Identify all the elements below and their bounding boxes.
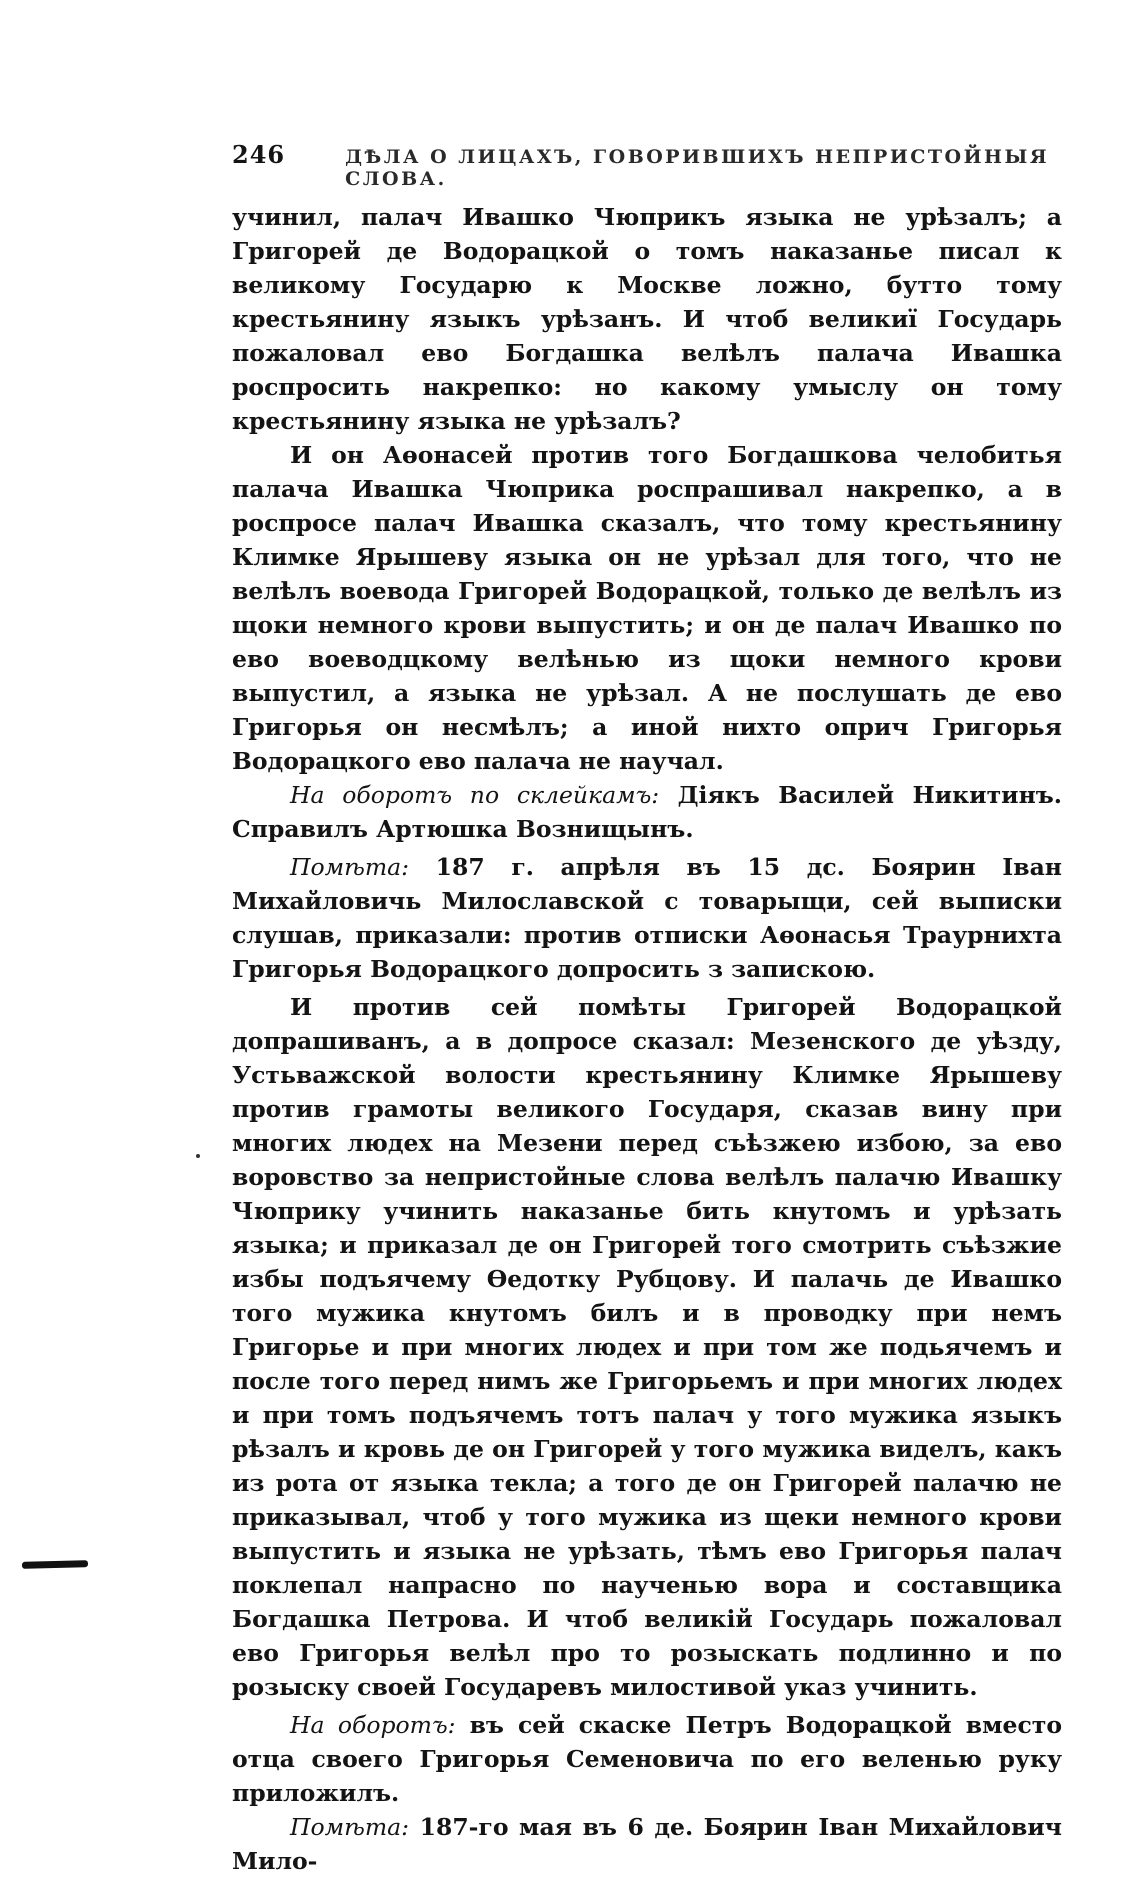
signature-note-label: На оборотъ: (290, 1711, 456, 1739)
resolution-text: 187 г. апрѣля въ 15 дс. Боярин Іван Михайловичь Милославской с товарыщи, сей выписки слушав, приказали: против отписки Аөонасья Траурнихта Григорья Водорацкого допросить з запискою. (232, 853, 1062, 983)
scan-margin-mark (22, 1560, 88, 1569)
paragraph-second-resolution (232, 1810, 1062, 1878)
paragraph-reverse-note (232, 778, 1062, 846)
paragraph-testimony: И против сей помѣты Григорей Водорацкой допрашиванъ, а в допросе сказал: Мезенского де уѣзду, Устьважской волости крестьянину Климке Ярышеву против грамоты великого Государя, сказав вину при многих людех на Мезени перед съѣзжею избою, за ево воровство за непристойные слова велѣлъ палачю Ивашку Чюприку учинить наказанье бить кнутомъ и урѣзать языка; и приказал де он Григорей того смотрить съѣзжие избы подъячему Өедотку Рубцову. И палачь де Ивашко того мужика кнутомъ билъ и в проводку при немъ Григорье и при многих людех и при том же подьячемъ и после того перед нимъ же Григорьемъ и при многих людех и при томъ подъячемъ тотъ палач у того мужика языкъ рѣзалъ и кровь де он Григорей у того мужика виделъ, какъ из рота от языка текла; а того де он Григорей палачю не приказывал, чтоб у того мужика из щеки немного крови выпустить и языка не урѣзать, тѣмъ ево Григорья палач поклепал напрасно по наученью вора и составщика Богдашка Петрова. И чтоб великій Государь пожаловал ево Григорья велѣл про то розыскать подлинно и по розыску своей Государевъ милостивой указ учинить. (232, 993, 1062, 1701)
running-header (232, 140, 1062, 190)
second-resolution-text: 187-го мая въ 6 де. Боярин Іван Михайлович Мило- (232, 1813, 1062, 1875)
paragraph-continuation: учинил, палач Ивашко Чюприкъ языка не урѣзалъ; а Григорей де Водорацкой о томъ наказанье писал к великому Государю к Москве ложно, бутто тому крестьянину языкъ урѣзанъ. И чтоб великиї Государь пожаловал ево Богдашка велѣлъ палача Ивашка роспросить накрепко: но какому умыслу он тому крестьянину языка не урѣзалъ? (232, 203, 1062, 435)
resolution-label: Помѣта: (290, 853, 410, 881)
main-text (232, 200, 1062, 1878)
paragraph-interrogation: И он Аөонасей против того Богдашкова челобитья палача Ивашка Чюприка роспрашивал накрепко, а в роспросе палач Ивашка сказалъ, что тому крестьянину Климке Ярышеву языка он не урѣзал для того, что не велѣлъ воевода Григорей Водорацкой, только де велѣлъ из щоки немного крови выпустить; и он де палач Ивашко по ево воеводцкому велѣнью из щоки немного крови выпустил, а языка не урѣзал. А не послушать де ево Григорья он несмѣлъ; а иной нихто оприч Григорья Водорацкого ево палача не научал. (232, 441, 1062, 775)
scan-speck (196, 1154, 200, 1158)
signature-note-text: въ сей скаске Петръ Водорацкой вместо отца своего Григорья Семеновича по его веленью руку приложилъ. (232, 1711, 1062, 1807)
paragraph-resolution (232, 850, 1062, 986)
second-resolution-label: Помѣта: (290, 1813, 410, 1841)
page-number: 246 (232, 140, 286, 169)
reverse-note-label: На оборотъ по склейкамъ: (290, 781, 660, 809)
paragraph-signature-note (232, 1708, 1062, 1810)
running-title: ДѢЛА О ЛИЦАХЪ, ГОВОРИВШИХЪ НЕПРИСТОЙНЫЯ СЛОВА. (345, 146, 1050, 190)
reverse-note-text: Діякъ Василей Никитинъ. Справилъ Артюшка Вознищынъ. (232, 781, 1062, 843)
